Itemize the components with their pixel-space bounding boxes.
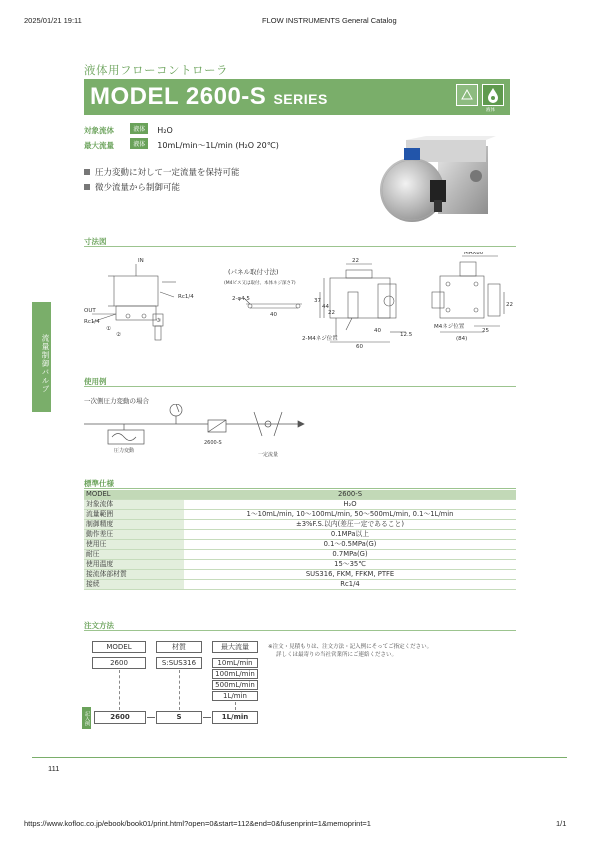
dim-2phi: 2-φ4.5 [232, 296, 250, 302]
dimension-drawings [84, 252, 516, 364]
table-header-row [84, 490, 516, 500]
table-cell: 接流体部材質 [84, 570, 184, 580]
order-dash-line [119, 670, 120, 710]
table-cell: ±3%F.S.以内(差圧一定であること) [184, 520, 516, 530]
product-photo [376, 136, 496, 228]
dim-rc-label: Rc1/4 [178, 294, 194, 300]
dim-84: (84) [456, 336, 468, 342]
section-usage-title: 使用例 [84, 377, 107, 386]
order-col-model: MODEL [92, 641, 146, 653]
dim-callout-2: ② [116, 332, 121, 338]
section-order-title: 注文方法 [84, 621, 114, 630]
dim-22: 22 [352, 258, 359, 264]
table-cell: 使用温度 [84, 560, 184, 570]
section-divider [84, 488, 516, 489]
dim-12-5: 12.5 [400, 332, 413, 338]
table-row [84, 530, 516, 540]
icon2-label: 液体 [486, 108, 495, 113]
fluid-label: 対象流体 [84, 126, 114, 135]
print-datetime: 2025/01/21 19:11 [24, 16, 82, 25]
print-title: FLOW INSTRUMENTS General Catalog [262, 16, 397, 25]
dim-out-label: OUT [84, 308, 96, 314]
order-col-flow: 最大流量 [212, 641, 258, 653]
dim-callout-3: ③ [156, 318, 161, 324]
order-example-dash [147, 717, 155, 718]
table-cell: 0.7MPa(G) [184, 550, 516, 560]
print-page-of: 1/1 [556, 819, 567, 828]
table-cell: 流量範囲 [84, 510, 184, 520]
table-cell: 耐圧 [84, 550, 184, 560]
title-band [84, 79, 510, 115]
order-example-material: S [156, 711, 202, 724]
order-material-value: S:SUS316 [156, 657, 202, 669]
table-row [84, 550, 516, 560]
flow-label: 最大流量 [84, 141, 114, 150]
order-flow-option: 1L/min [212, 691, 258, 701]
print-url: https://www.kofloc.co.jp/ebook/book01/print.html?open=0&start=112&end=0&fusenprint=1&memoprint=1 [24, 819, 371, 828]
flow-tag: 液体 [130, 138, 148, 149]
usage-label-flow: 一定流量 [258, 452, 279, 458]
table-cell: 動作差圧 [84, 530, 184, 540]
table-cell: 制御精度 [84, 520, 184, 530]
table-cell: 対象流体 [84, 500, 184, 510]
liquid-drop-icon [482, 84, 504, 106]
dim-60: 60 [356, 344, 363, 350]
table-cell: 0.1MPa以上 [184, 530, 516, 540]
table-cell: H₂O [184, 500, 516, 510]
flow-row [84, 133, 279, 152]
dim-22c: 22 [506, 302, 513, 308]
footer-divider [32, 757, 567, 758]
section-divider [84, 246, 516, 247]
table-row [84, 500, 516, 510]
table-row [84, 560, 516, 570]
dim-22b: 22 [328, 310, 335, 316]
order-col-material: 材質 [156, 641, 202, 653]
dim-panel-sub: (M4ビス又は取付、本体ネジ深さ7) [224, 281, 296, 286]
table-cell: 0.1～0.5MPa(G) [184, 540, 516, 550]
usage-label-pressure: 圧力変動 [114, 448, 135, 454]
dim-callout-1: ① [106, 326, 111, 332]
fluid-tag: 液体 [130, 123, 148, 134]
spec-table [84, 490, 516, 590]
usage-diagram [84, 404, 384, 464]
section-divider [84, 386, 516, 387]
order-note-1: ※注文・見積もりは、注文方法・記入例にそってご指定ください。 [268, 644, 433, 650]
fluid-type-icon-gas [456, 84, 478, 106]
table-cell: SUS316, FKM, FFKM, PTFE [184, 570, 516, 580]
fluid-value: H₂O [157, 126, 173, 135]
dim-in-label: IN [138, 258, 144, 264]
usage-label-valve: 2600-S [204, 440, 222, 446]
feature-item: 圧力変動に対して一定流量を保持可能 [84, 166, 240, 178]
table-cell: 15～35℃ [184, 560, 516, 570]
section-dimensions-title: 寸法図 [84, 237, 107, 246]
dim-m4: 2-M4ネジ位置 [302, 336, 338, 342]
order-example-tag: 記入例 [82, 707, 91, 729]
product-subtitle: 液体用フローコントローラ [84, 63, 228, 77]
dim-44: 44 [322, 304, 329, 310]
order-model-value: 2600 [92, 657, 146, 669]
table-cell: 使用圧 [84, 540, 184, 550]
order-note-2: 詳しくは最寄りの当社営業所にご連絡ください。 [276, 652, 398, 658]
table-cell: Rc1/4 [184, 580, 516, 590]
flow-value: 10mL/min～1L/min (H₂O 20℃) [157, 141, 279, 150]
usage-caption: 一次側圧力変動の場合 [84, 397, 149, 405]
order-example-dash [203, 717, 211, 718]
section-spec-title: 標準仕様 [84, 479, 114, 488]
order-flow-option: 10mL/min [212, 658, 258, 668]
dim-m4b: M4ネジ位置 [434, 324, 465, 330]
order-dash-line [179, 670, 180, 710]
side-category-tab: 流量制御バルブ [32, 302, 51, 412]
section-divider [84, 630, 516, 631]
table-row [84, 540, 516, 550]
table-header-cell: MODEL [84, 490, 184, 500]
dim-25: 25 [482, 328, 489, 334]
table-header-cell: 2600-S [184, 490, 516, 500]
order-example-model: 2600 [94, 711, 146, 724]
series-label: SERIES [273, 91, 328, 107]
dim-40: 40 [270, 312, 277, 318]
table-cell: 接続 [84, 580, 184, 590]
dim-max80: MAX80 [464, 252, 484, 256]
order-example-flow: 1L/min [212, 711, 258, 724]
feature-item: 微少流量から制御可能 [84, 181, 180, 193]
table-row [84, 570, 516, 580]
order-flow-option: 500mL/min [212, 680, 258, 690]
model-title: MODEL 2600-S SERIES [90, 83, 328, 110]
table-row [84, 510, 516, 520]
dim-rc-label-2: Rc1/4 [84, 319, 100, 325]
table-cell: 1～10mL/min, 10～100mL/min, 50～500mL/min, 0.1～1L/min [184, 510, 516, 520]
dim-40b: 40 [374, 328, 381, 334]
order-flow-option: 100mL/min [212, 669, 258, 679]
dim-panel-note: (パネル取付寸法) [228, 268, 279, 276]
order-dash-line [235, 702, 236, 710]
dim-37: 37 [314, 298, 321, 304]
table-row [84, 520, 516, 530]
page-number: 111 [48, 764, 60, 773]
table-row [84, 580, 516, 590]
